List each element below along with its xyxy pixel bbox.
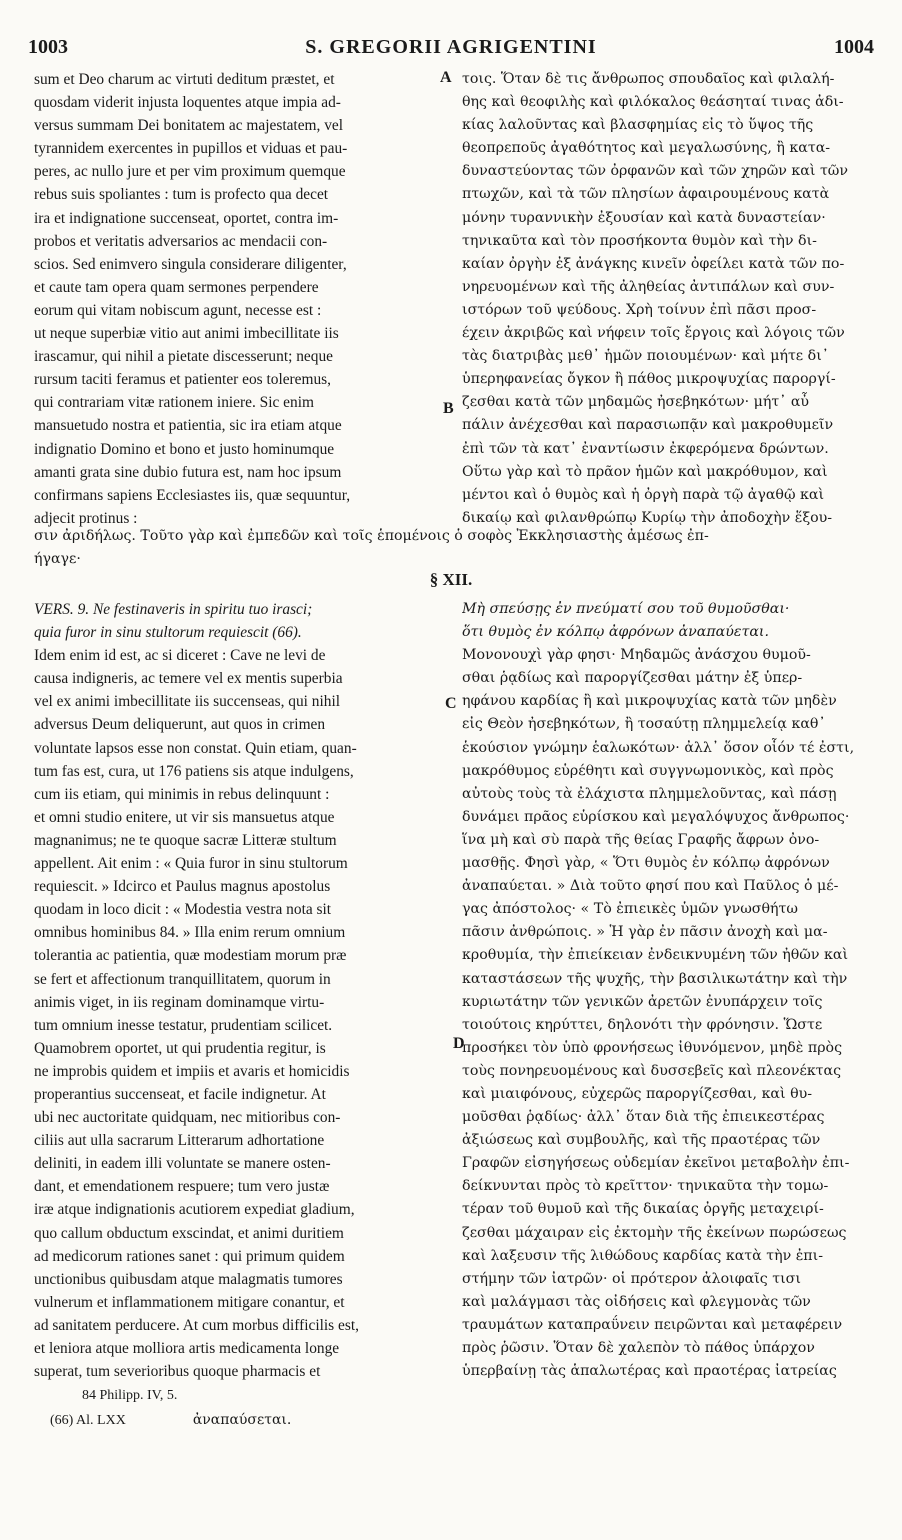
text-line: Οὕτω γὰρ καὶ τὸ πρᾶον ἡμῶν καὶ μακρόθυμον, καὶ xyxy=(462,463,828,480)
running-title: S. GREGORII AGRIGENTINI xyxy=(305,36,597,58)
footnote-66-label: (66) Al. LXX xyxy=(50,1413,126,1428)
footnote-84: 84 Philipp. IV, 5. xyxy=(82,1388,178,1403)
text-line: τὰς διατριβὰς μεθ᾽ ἡμῶν ποιουμένων· καὶ μήτε δι᾽ xyxy=(462,348,829,365)
text-line: πρὸς ῥῶσιν. Ὅταν δὲ χαλεπὸν τὸ πάθος ὑπάρχον xyxy=(462,1340,815,1356)
text-line: unctionibus quibusdam atque malagmatis tumores xyxy=(34,1270,343,1288)
text-line: καὶ μαλάγμασι τὰς οἰδήσεις καὶ φλεγμονὰς τῶν xyxy=(462,1293,811,1310)
text-line: adjecit protinus : xyxy=(34,509,138,527)
text-line: ubi nec auctoritate quidquam, nec mitioribus con- xyxy=(34,1109,341,1127)
text-line: δυνάμει πρᾶος εὑρίσκου καὶ μεγαλόψυχος ἄνθρωπος· xyxy=(462,808,850,825)
text-line: ζεσθαι μάχαιραν εἰς ἐκτομὴν τῆς ἐκείνων πωρώσεως xyxy=(462,1224,847,1241)
text-line: μοῦσθαι ῥᾳδίως· ἀλλ᾽ ὅταν διὰ τῆς ἐπιεικεστέρας xyxy=(462,1109,825,1126)
text-line: καὶ μιαιφόνους, εὐχερῶς παροργίζεσθαι, καὶ θυ- xyxy=(462,1085,813,1102)
text-line: ἑκούσιον γνώμην ἑαλωκότων· ἀλλ᾽ ὅσον οἷόν τέ ἐστι, xyxy=(462,739,855,756)
text-line: ne improbis quidem et impiis et avaris et homicidis xyxy=(34,1062,350,1080)
text-line: στήμην τῶν ἰατρῶν· οἱ πρότερον ἀλοιφαῖς τισι xyxy=(462,1270,801,1287)
text-line: qui contrariam vitæ rationem iniere. Sic enim xyxy=(34,394,314,412)
margin-letter-d: D xyxy=(453,1035,465,1052)
margin-letter-b: B xyxy=(443,400,454,417)
full-width-line: σιν ἀριδήλως. Τοῦτο γὰρ καὶ ἐμπεδῶν καὶ τοῖς ἑπομένοις ὁ σοφὸς Ἐκκλησιαστὴς ἀμέσως ἐπ- xyxy=(34,528,709,544)
text-line: ὑπερβαίνῃ τὰς ἁπαλωτέρας καὶ πραοτέρας ἰατρείας xyxy=(462,1363,837,1380)
text-line: κυριωτάτην τῶν γενικῶν ἀρετῶν ἐνυπάρχειν τοῖς xyxy=(462,993,823,1010)
text-line: ἀξιώσεως καὶ συμβουλῆς, καὶ τῆς πραοτέρας τῶν xyxy=(462,1132,821,1149)
greek-column-bottom xyxy=(462,598,882,1383)
text-line: versus summam Dei bonitatem ac majestatem, vel xyxy=(34,117,344,135)
footnote-66 xyxy=(50,1412,291,1429)
text-line: tum fas est, cura, ut 176 patiens sis atque indulgens, xyxy=(34,762,354,780)
text-line: γας ἀπόστολος· « Τὸ ἐπιεικὲς ὑμῶν γνωσθήτω xyxy=(462,901,798,918)
text-line: tolerantia ac patientia, quæ modestiam morum præ xyxy=(34,947,347,965)
text-line: δυναστεύοντας τῶν ὀρφανῶν καὶ τῶν χηρῶν καὶ τῶν xyxy=(462,163,848,180)
text-line: Idem enim id est, ac si diceret : Cave ne levi de xyxy=(34,647,326,665)
text-line: πάλιν ἀνέχεσθαι καὶ παρασιωπᾷν καὶ μακροθυμεῖν xyxy=(462,417,834,434)
text-line: μασθῇς. Φησὶ γὰρ, « Ὅτι θυμὸς ἐν κόλπῳ ἀφρόνων xyxy=(462,855,830,872)
text-line: adversus Deum deliquerunt, aut quos in crimen xyxy=(34,716,326,734)
text-line: κροθυμία, τὴν ἐπιείκειαν ἐνδεικνυμένη τῶν ἠθῶν καὶ xyxy=(462,947,849,964)
text-line: ciliis aut ulla sacrarum Litterarum adhortatione xyxy=(34,1132,325,1150)
text-line: ἵνα μὴ καὶ σὺ παρὰ τῆς θείας Γραφῆς ἄφρων ὀνο- xyxy=(462,831,820,848)
text-line: animis viget, in iis reginam dominamque virtu- xyxy=(34,993,325,1011)
text-line: δείκνυνται πρὸς τὸ κρεῖττον· τηνικαῦτα τὴν τομω- xyxy=(462,1178,829,1195)
text-line: voluntate lapsos esse non constat. Quin etiam, quan- xyxy=(34,739,357,757)
text-line: properantius succenseat, et facile indignetur. At xyxy=(34,1085,326,1103)
text-line: κίας λαλοῦντας καὶ βλασφημίας εἰς τὸ ὕψος τῆς xyxy=(462,117,814,134)
text-line: magnanimus; ne te quoque sacræ Litteræ stultum xyxy=(34,831,337,849)
text-line: tyrannidem exercentes in pupillos et viduas et pau- xyxy=(34,140,348,158)
footnote-66-greek: ἀναπαύσεται. xyxy=(192,1412,292,1428)
text-line: ζεσθαι κατὰ τῶν μηδαμῶς ἠσεβηκότων· μήτ᾽ αὖ xyxy=(462,394,810,411)
text-line: se fert et affectionum tranquillitatem, quorum in xyxy=(34,970,331,988)
text-line: ira et indignatione succenseat, oportet, contra im- xyxy=(34,209,339,227)
text-line: έχειν ἀκριβῶς καὶ νήφειν τοῖς ἔργοις καὶ λόγοις τῶν xyxy=(462,325,845,342)
section-heading: § XII. xyxy=(429,570,473,589)
text-line: quia furor in sinu stultorum requiescit (66). xyxy=(34,624,302,642)
full-width-line: ήγαγε· xyxy=(34,551,81,567)
text-line: mansuetudo nostra et patientia, sic ira etiam atque xyxy=(34,417,342,435)
text-line: ad medicorum rationes sanet : qui primum quidem xyxy=(34,1247,345,1265)
text-line: quodam in loco dicit : « Modestia vestra nota sit xyxy=(34,901,332,919)
text-line: καταστάσεων τῆς ψυχῆς, τὴν βασιλικωτάτην καὶ τὴν xyxy=(462,970,848,987)
text-line: rursum taciti feramus et patienter eos toleremus, xyxy=(34,371,332,389)
text-line: causa indigneris, ac temere vel ex mentis superbia xyxy=(34,670,343,688)
text-line: ιστόρων τοῦ ψεύδους. Χρὴ τοίνυν ἐπὶ πᾶσι προσ- xyxy=(462,301,817,318)
text-line: νηρευομένων καὶ τῆς ἀληθείας ἀντιπάλων καὶ συν- xyxy=(462,278,835,295)
text-line: et caute tam opera quam sermones perpendere xyxy=(34,278,319,296)
latin-column-top xyxy=(34,68,454,530)
greek-column-top xyxy=(462,68,882,530)
text-line: Γραφῶν εἰσηγήσεως οὐδεμίαν ἐκεῖνοι μεταβολὴν ἐπι- xyxy=(462,1155,850,1172)
text-line: καὶ λαξευσιν τῆς λιθώδους καρδίας κατὰ τὴν ἐπι- xyxy=(462,1247,823,1264)
text-line: vel ex animi imbecillitate iis succenseas, qui nihil xyxy=(34,693,341,711)
text-line: cum iis etiam, qui minimis in rebus delinquunt : xyxy=(34,785,330,803)
text-line: τέραν τοῦ θυμοῦ καὶ τῆς δικαίας ὀργῆς μεταχειρί- xyxy=(462,1201,824,1218)
page-header xyxy=(28,36,874,64)
text-line: πτωχῶν, καὶ τὰ τῶν πλησίων ἀφαιρουμένους κατὰ xyxy=(462,186,830,203)
text-line: peres, ac nullo jure et per vim proximum quemque xyxy=(34,163,346,181)
text-line: eorum qui vitam nobiscum agunt, necesse est : xyxy=(34,301,322,319)
text-line: ὅτι θυμὸς ἐν κόλπῳ ἀφρόνων ἀναπαύεται. xyxy=(462,624,769,641)
text-line: sum et Deo charum ac virtuti deditum præstet, et xyxy=(34,71,335,88)
text-line: τηνικαῦτα καὶ τὸν προσήκοντα θυμὸν καὶ τὴν δι- xyxy=(462,232,817,249)
text-line: Μὴ σπεύσῃς ἐν πνεύματί σου τοῦ θυμοῦσθαι· xyxy=(462,601,790,617)
text-line: VERS. 9. Ne festinaveris in spiritu tuo irasci; xyxy=(34,601,313,618)
text-line: dant, et emendationem respuere; tum vero justæ xyxy=(34,1178,330,1196)
text-line: omnibus hominibus 84. » Illa enim rerum omnium xyxy=(34,924,346,942)
text-line: quo callum obductum exscindat, et animi duritiem xyxy=(34,1224,344,1242)
text-line: τραυμάτων καταπραΰνειν πειρῶνται καὶ μεταφέρειν xyxy=(462,1316,843,1333)
page-number-left: 1003 xyxy=(28,36,68,58)
text-line: δικαίῳ καὶ φιλανθρώπῳ Κυρίῳ τὴν ἀποδοχὴν ἕξου- xyxy=(462,509,833,526)
text-line: μακρόθυμος εὑρέθητι καὶ συγγνωμονικὸς, καὶ πρὸς xyxy=(462,762,834,779)
text-line: ad sanitatem perducere. At cum morbus difficilis est, xyxy=(34,1316,359,1334)
text-line: superat, tum severioribus quoque pharmacis et xyxy=(34,1363,321,1381)
text-line: τοιούτοις κηρύττει, δηλονότι τὴν φρόνησιν. Ὥστε xyxy=(462,1016,823,1033)
text-line: σθαι ῥᾳδίως καὶ παροργίζεσθαι μάτην ἐξ ὑπερ- xyxy=(462,670,803,687)
text-line: vulnerum et inflammationem mitigare conantur, et xyxy=(34,1293,345,1311)
text-line: deliniti, in eadem illi voluntate se manere osten- xyxy=(34,1155,331,1173)
text-line: probos et veritatis adversarios ac mendacii con- xyxy=(34,232,328,250)
page-number-right: 1004 xyxy=(834,36,874,58)
text-line: αὐτοὺς τοὺς τὰ ἐλάχιστα πλημμελοῦντας, καὶ πάσῃ xyxy=(462,785,837,802)
text-line: scios. Sed enimvero singula considerare diligenter, xyxy=(34,255,347,273)
text-line: προσήκει τὸν ὑπὸ φρονήσεως ἰθυνόμενον, μηδὲ πρὸς xyxy=(462,1039,843,1056)
text-line: Μονονουχὶ γὰρ φησι· Μηδαμῶς ἀνάσχου θυμοῦ- xyxy=(462,647,811,664)
text-line: καίαν ὀργὴν ἐξ ἀνάγκης κινεῖν ὀφείλει κατὰ τῶν πο- xyxy=(462,255,845,272)
text-line: irascamur, qui nihil a pietate discesserunt; neque xyxy=(34,348,333,366)
text-line: iræ atque indignationis acutiorem expediat gladium, xyxy=(34,1201,355,1219)
text-line: εἰς Θεὸν ἠσεβηκότων, ἢ τοσαύτῃ πλημμελείᾳ καθ᾽ xyxy=(462,716,826,733)
text-line: rebus suis spoliantes : tum is profecto qua decet xyxy=(34,186,329,204)
margin-letter-c: C xyxy=(445,695,457,712)
text-line: μόνην τυραννικὴν ἐξουσίαν καὶ κατὰ δυναστείαν· xyxy=(462,209,826,226)
margin-letter-a: A xyxy=(440,69,452,86)
text-line: Quamobrem oportet, ut qui prudentia regitur, is xyxy=(34,1039,326,1057)
text-line: τοὺς πονηρευομένους καὶ δυσσεβεῖς καὶ πλεονέκτας xyxy=(462,1062,842,1079)
text-line: ηφάνου καρδίας ἢ καὶ μικροψυχίας κατὰ τῶν μηδὲν xyxy=(462,693,837,710)
text-line: et omni studio enitere, ut vir sis mansuetus atque xyxy=(34,808,335,826)
text-line: tum omnium inesse testatur, prudentiam scilicet. xyxy=(34,1016,333,1034)
text-line: θης καὶ θεοφιλὴς καὶ φιλόκαλος θεάσηταί τινας ἀδι- xyxy=(462,94,844,111)
text-line: θεοπρεποῦς ἀγαθότητος καὶ μεγαλωσύνης, ἢ κατα- xyxy=(462,140,831,157)
text-line: τοις. Ὅταν δὲ τις ἄνθρωπος σπουδαῖος καὶ φιλαλή- xyxy=(462,71,835,87)
text-line: amanti grata sine dubio futura est, nam hoc ipsum xyxy=(34,463,342,481)
text-line: ut neque superbiæ vitio aut animi imbecillitate iis xyxy=(34,325,339,343)
text-line: indignatio Domino et bono et justo hominumque xyxy=(34,440,335,458)
text-line: appellent. Ait enim : « Quia furor in sinu stultorum xyxy=(34,855,348,873)
text-line: ὑπερηφανείας ὄγκον ἢ πάθος μικροψυχίας παροργί- xyxy=(462,371,836,388)
text-line: ἀναπαύεται. » Διὰ τοῦτο φησί που καὶ Παῦλος ὁ μέ- xyxy=(462,878,839,895)
text-line: requiescit. » Idcirco et Paulus magnus apostolus xyxy=(34,878,331,896)
text-line: confirmans sapiens Ecclesiastes iis, quæ sequuntur, xyxy=(34,486,351,504)
latin-column-bottom xyxy=(34,598,454,1383)
text-line: πᾶσιν ἀνθρώποις. » Ἡ γὰρ ἐν πᾶσιν ἀνοχὴ καὶ μα- xyxy=(462,924,828,941)
text-line: quosdam viderit injusta loquentes atque impia ad- xyxy=(34,94,341,112)
text-line: μέντοι καὶ ὁ θυμὸς καὶ ἡ ὀργὴ παρὰ τῷ ἀγαθῷ καὶ xyxy=(462,486,825,503)
text-line: ἐπὶ τῶν τὰ κατ᾽ ἐναντίωσιν ἐκφερόμενα δρώντων. xyxy=(462,440,829,457)
text-line: et leniora atque molliora artis medicamenta longe xyxy=(34,1340,340,1357)
